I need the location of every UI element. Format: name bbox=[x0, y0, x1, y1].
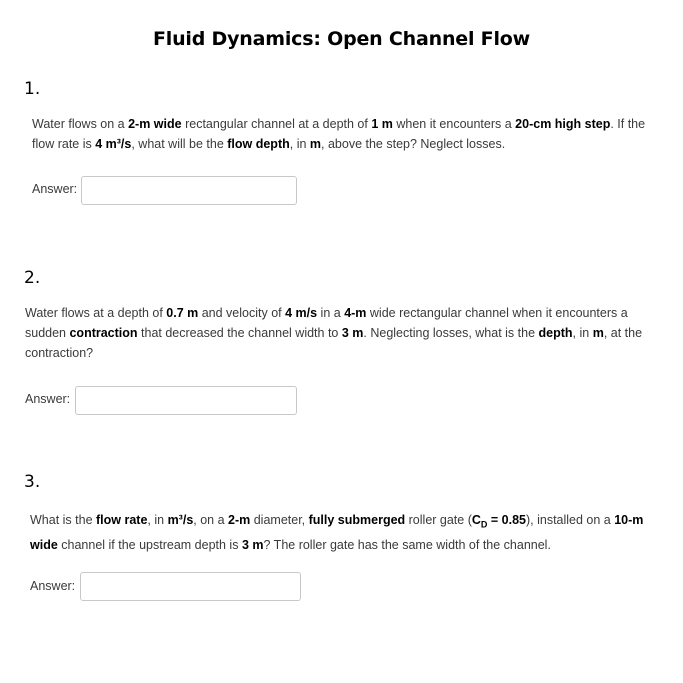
bold-term: 4-m bbox=[344, 306, 367, 320]
question-text-segment: . Neglecting losses, what is the bbox=[363, 326, 539, 340]
question-text-segment: roller gate ( bbox=[405, 513, 472, 527]
question-3-text bbox=[30, 510, 660, 555]
question-2-text bbox=[25, 303, 657, 363]
bold-term: 4 m/s bbox=[285, 306, 318, 320]
question-text-segment: that decreased the channel width to bbox=[137, 326, 342, 340]
bold-term: depth bbox=[538, 326, 573, 340]
bold-term: m³/s bbox=[167, 513, 194, 527]
question-text-segment: , in bbox=[289, 137, 310, 151]
bold-term: m bbox=[309, 137, 322, 151]
question-text-segment: ), installed on a bbox=[525, 513, 615, 527]
question-2-number: 2. bbox=[24, 268, 41, 288]
question-1-answer-label: Answer: bbox=[32, 182, 78, 196]
question-text-segment: channel if the upstream depth is bbox=[57, 537, 242, 552]
question-text-segment: in a bbox=[317, 306, 345, 320]
question-text-segment: Water flows at a depth of bbox=[25, 306, 167, 320]
question-2-answer-label: Answer: bbox=[25, 392, 71, 406]
bold-term: m bbox=[592, 326, 604, 340]
bold-term: 4 m³/s bbox=[95, 137, 132, 151]
question-text-segment: diameter, bbox=[250, 513, 309, 527]
bold-term: C bbox=[471, 513, 481, 527]
question-text-segment: and velocity of bbox=[198, 306, 286, 320]
bold-term: flow rate bbox=[96, 513, 148, 527]
question-text-segment: wide rectangular channel when it encounters a sudden bbox=[25, 306, 628, 340]
question-text-segment: , on a bbox=[193, 513, 229, 527]
question-text-segment: , above the step? Neglect losses. bbox=[321, 137, 506, 151]
question-text-segment: , at the contraction? bbox=[25, 326, 643, 360]
bold-term: contraction bbox=[69, 326, 138, 340]
bold-term: 10-m wide bbox=[30, 513, 644, 552]
bold-term: 1 m bbox=[371, 117, 393, 131]
bold-term: 3 m bbox=[241, 537, 264, 552]
bold-term: 2-m wide bbox=[128, 117, 182, 131]
page-title: Fluid Dynamics: Open Channel Flow bbox=[153, 28, 530, 50]
question-text-segment: rectangular channel at a depth of bbox=[181, 117, 372, 131]
question-3-number: 3. bbox=[24, 472, 41, 492]
question-text-segment: , in bbox=[572, 326, 593, 340]
question-2-answer-input[interactable] bbox=[75, 386, 297, 415]
question-3-answer-label: Answer: bbox=[30, 579, 76, 593]
question-text-segment: . If the flow rate is bbox=[32, 117, 646, 151]
bold-term: = 0.85 bbox=[487, 513, 526, 527]
question-text-segment: What is the bbox=[30, 513, 96, 527]
bold-term: flow depth bbox=[227, 137, 290, 151]
question-1-answer-input[interactable] bbox=[81, 176, 297, 205]
question-3-answer-input[interactable] bbox=[80, 572, 301, 601]
bold-term: 0.7 m bbox=[166, 306, 199, 320]
question-text-segment: , what will be the bbox=[131, 137, 228, 151]
question-text-segment: when it encounters a bbox=[392, 117, 516, 131]
bold-term: fully submerged bbox=[308, 513, 406, 527]
bold-term: 20-cm high step bbox=[515, 117, 611, 131]
question-text-segment: Water flows on a bbox=[32, 117, 129, 131]
question-text-segment: , in bbox=[147, 513, 168, 527]
question-1-text bbox=[32, 114, 652, 154]
question-1-number: 1. bbox=[24, 79, 41, 99]
question-text-segment: ? The roller gate has the same width of the channel. bbox=[263, 537, 551, 552]
bold-term: 2-m bbox=[228, 513, 251, 527]
bold-term: 3 m bbox=[341, 326, 364, 340]
subscript: D bbox=[480, 519, 488, 530]
